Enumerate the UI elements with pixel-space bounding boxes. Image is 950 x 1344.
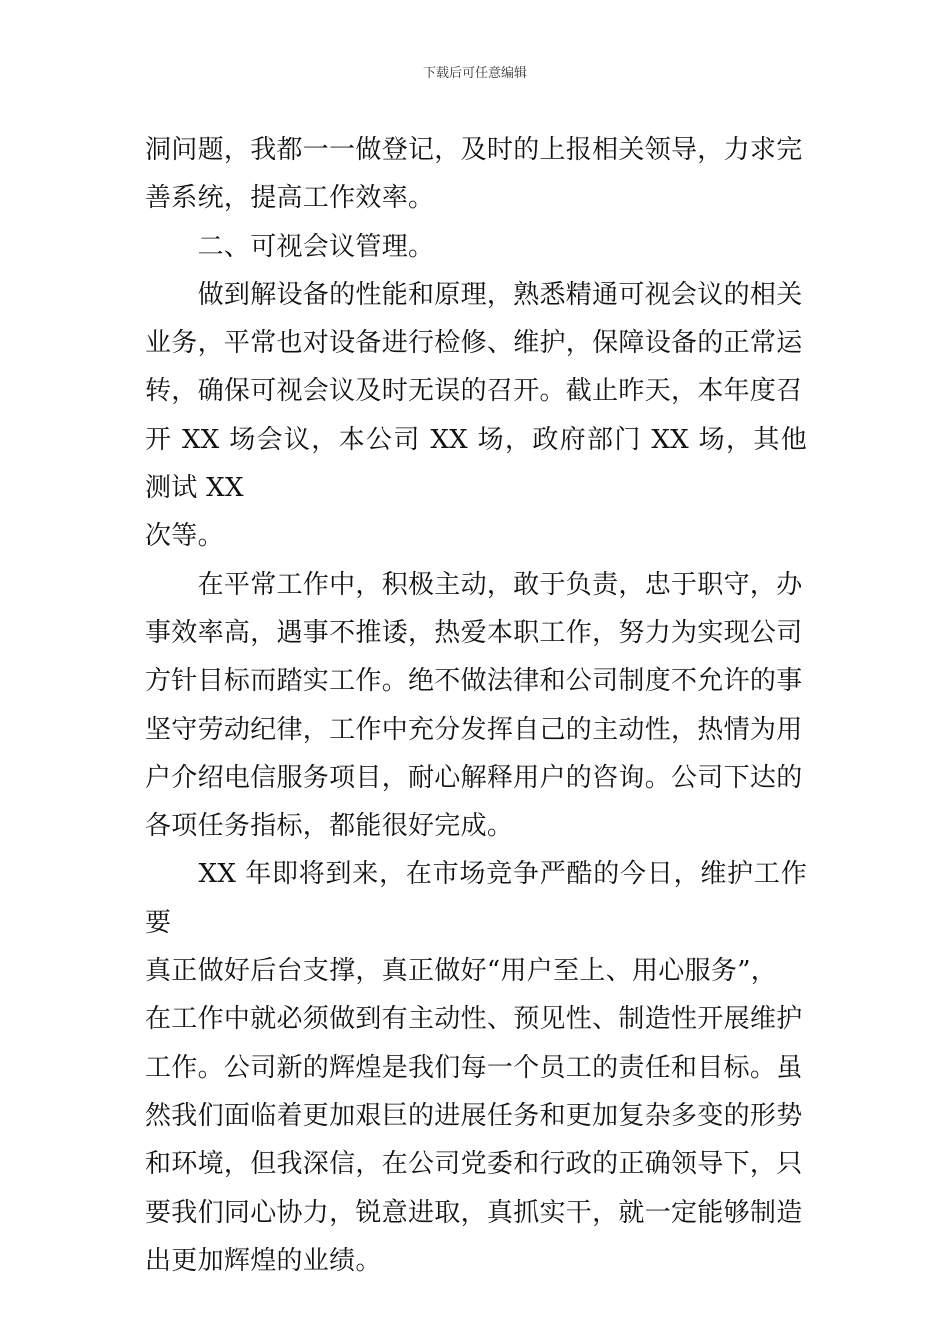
paragraph-5: XX 年即将到来，在市场竞争严酷的今日，维护工作要 真正做好后台支撑，真正做好“用户至上、用心服务”， 在工作中就必须做到有主动性、预见性、制造性开展维护 工作。公司新的辉煌是我们每一个员工的责任和目标。虽 然我们面临着更加艰巨的进展任务和更加复杂多变的形势 和环境，但我深信，在公司党委和行政的正确领导下，只 要我们同心协力，锐意进取，真抓实干，就一定能够制造 出更加辉煌的业绩。: [145, 859, 807, 1276]
paragraph-1: 洞问题，我都一一做登记，及时的上报相关领导，力求完 善系统，提高工作效率。: [145, 135, 803, 214]
paragraph-3: 做到解设备的性能和原理，熟悉精通可视会议的相关 业务，平常也对设备进行检修、维护，保障设备的正常运 转，确保可视会议及时无误的召开。截止昨天，本年度召 开 XX 场会议，本公司 XX 场，政府部门 XX 场，其他测试 XX 次等。: [145, 279, 807, 552]
paragraph-4: 在平常工作中，积极主动，敢于负责，忠于职守，办 事效率高，遇事不推诿，热爱本职工作，努力为实现公司 方针目标而踏实工作。绝不做法律和公司制度不允许的事 坚守劳动纪律，工作中充分发挥自己的主动性，热情为用 户介绍电信服务项目，耐心解释用户的咨询。公司下达的 各项任务指标，都能很好完成。: [145, 569, 803, 842]
paragraph-2-heading: 二、可视会议管理。: [145, 231, 435, 262]
document-body: [145, 126, 807, 1285]
page-header: 下载后可任意编辑: [422, 66, 527, 81]
